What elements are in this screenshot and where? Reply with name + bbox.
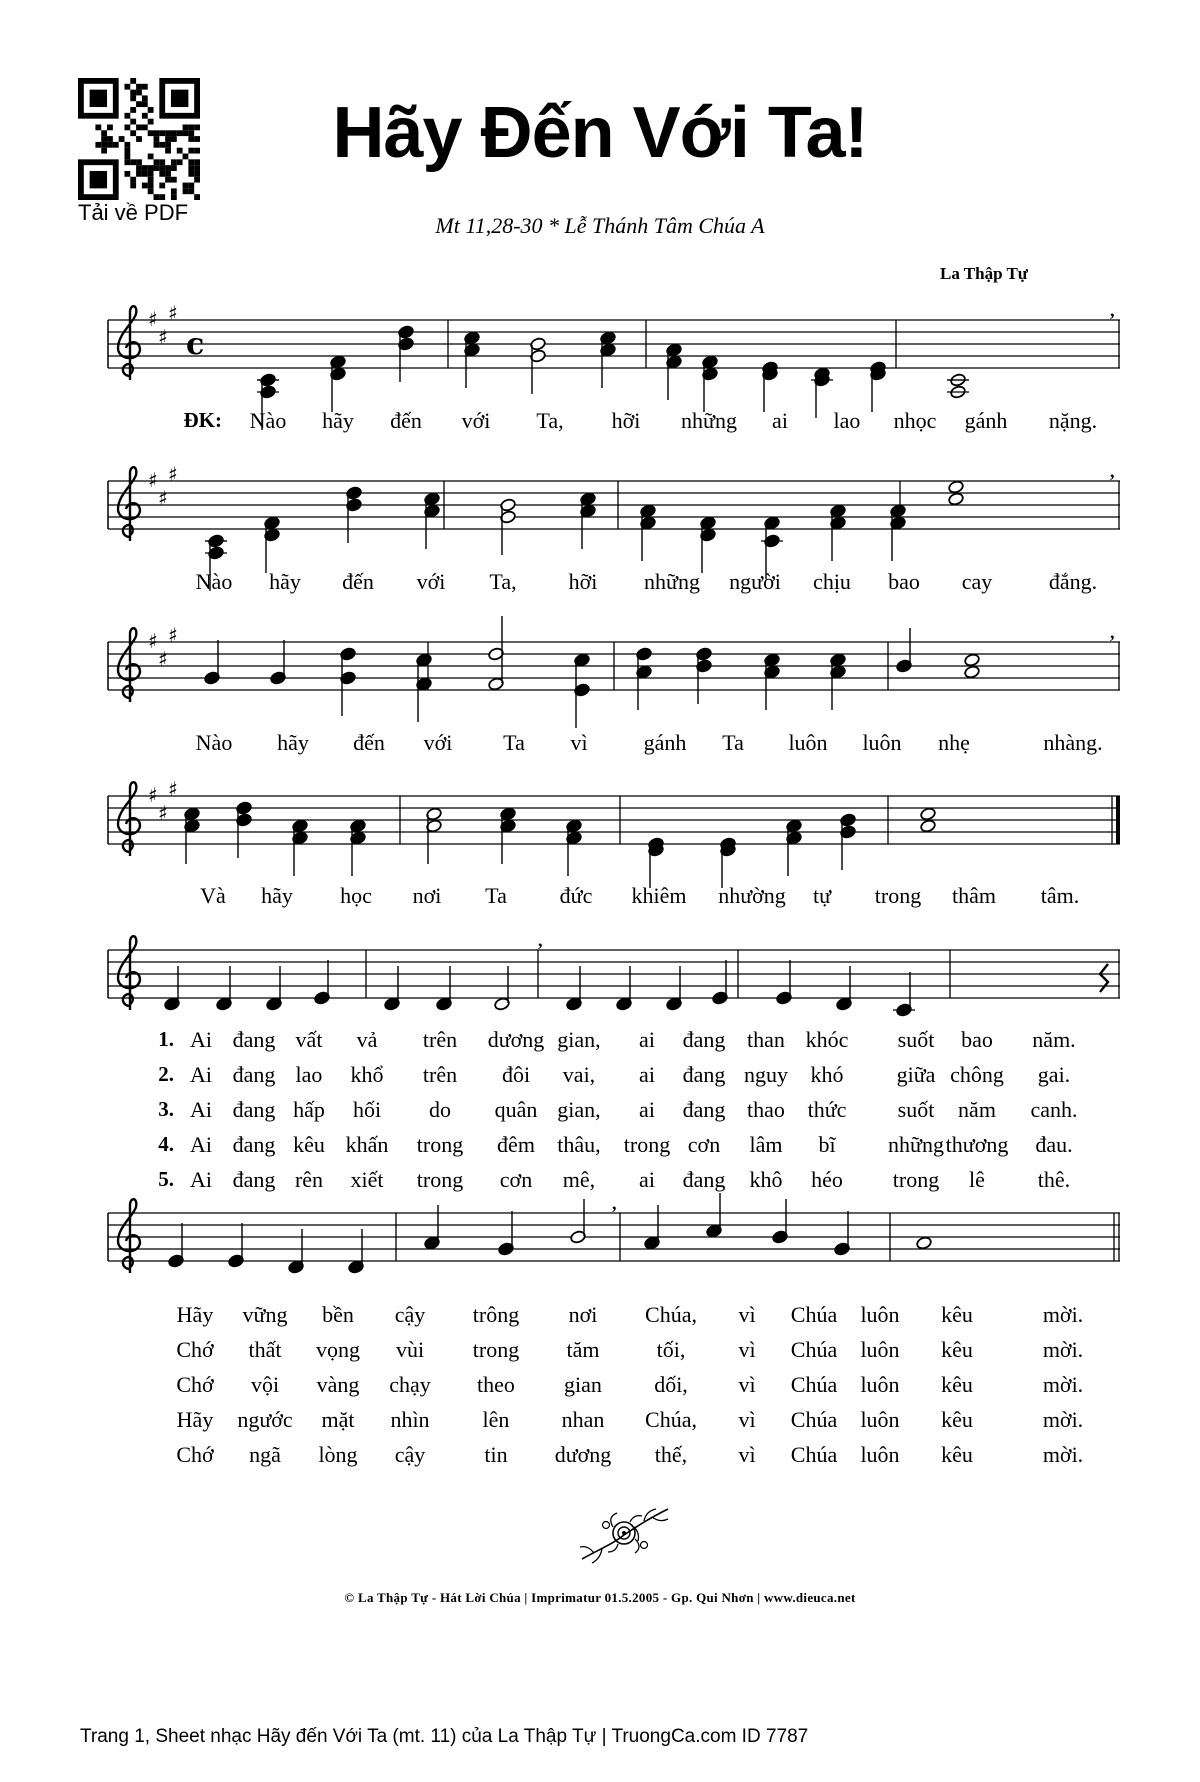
verse-lyric-word: nơi (568, 1302, 598, 1327)
verse-lyric-word: Ai (190, 1062, 212, 1087)
verse-lyric-word: trên (422, 1062, 458, 1087)
verse-lyric-word: Chúa (790, 1407, 838, 1432)
verse-lyric-word: kêu (941, 1442, 973, 1467)
staff-system-2 (108, 461, 1120, 529)
verse-lyric-word: vùi (395, 1337, 425, 1362)
refrain-lyric-word: trong (874, 883, 922, 908)
verse-lyric-word: ai (639, 1167, 655, 1192)
verse-lyric-word: quân (494, 1097, 538, 1122)
staff-system-6 (108, 1193, 1120, 1261)
verse-lyric-word: Ai (190, 1027, 212, 1052)
refrain-lyric-word: luôn (862, 730, 902, 755)
page-footer: Trang 1, Sheet nhạc Hãy đến Với Ta (mt. 11) của La Thập Tự | TruongCa.com ID 7787 (80, 1726, 809, 1747)
verse-number: 4. (158, 1132, 174, 1156)
refrain-label: ĐK: (183, 408, 222, 432)
verse-lyric-word: xiết (350, 1167, 384, 1192)
verse-lyric-word: lên (482, 1407, 510, 1432)
refrain-lyric-word: đắng. (1048, 569, 1098, 594)
verse-lyric-word: Chúa (790, 1442, 838, 1467)
verse-lyric-word: nhan (561, 1407, 605, 1432)
svg-text:♯: ♯ (158, 486, 168, 510)
verse-lyric-word: kêu (941, 1407, 973, 1432)
verse-lyric-word: ai (639, 1027, 655, 1052)
svg-text:,: , (538, 930, 543, 950)
verse-lyric-word: ngước (237, 1407, 293, 1432)
verse-lyric-word: khổ (350, 1062, 384, 1087)
svg-text:,: , (1110, 300, 1115, 320)
verse-lyric-word: khấn (345, 1132, 389, 1157)
verse-lyric-word: vững (242, 1302, 288, 1327)
verse-lyric-word: mời. (1042, 1407, 1084, 1432)
verse-lyric-word: chông (950, 1062, 1004, 1087)
refrain-lyric-word: người (729, 569, 781, 594)
svg-text:c: c (186, 327, 205, 362)
verse-lyric-word: vì (738, 1302, 756, 1327)
refrain-lyric-word: cay (961, 569, 993, 594)
verse-lyric-word: mời. (1042, 1302, 1084, 1327)
verse-lyric-word: khô (749, 1167, 783, 1192)
verse-lyric-word: đang (682, 1097, 726, 1122)
verse-lyric-word: dương (554, 1442, 612, 1467)
verse-lyric-word: tin (484, 1442, 508, 1467)
verse-lyric-word: đang (232, 1062, 276, 1087)
verse-lyric-word: kêu (941, 1372, 973, 1397)
refrain-lyric-word: với (423, 730, 453, 755)
download-pdf-link[interactable]: Tải về PDF (78, 200, 189, 225)
song-title: Hãy Đến Với Ta! (332, 93, 868, 173)
composer: La Thập Tự (940, 264, 1029, 283)
svg-text:♯: ♯ (158, 325, 168, 349)
refrain-lyric-word: Ta (485, 883, 507, 908)
verse-lyric-word: vả (356, 1027, 378, 1052)
refrain-lyric-word: hãy (277, 730, 309, 755)
refrain-lyric-word: hỡi (611, 408, 641, 433)
verse-lyric-word: mời. (1042, 1372, 1084, 1397)
verse-lyric-word: nguy (744, 1062, 788, 1087)
refrain-lyric-word: hãy (261, 883, 293, 908)
verse-lyric-word: đêm (497, 1132, 535, 1157)
refrain-lyric-word: nặng. (1048, 408, 1098, 433)
svg-text:,: , (612, 1193, 617, 1213)
verse-lyric-word: bao (961, 1027, 993, 1052)
verse-lyric-word: nhìn (390, 1407, 430, 1432)
verse-lyric-word: Hãy (176, 1407, 214, 1432)
refrain-lyric-word: thâm (952, 883, 996, 908)
svg-text:♯: ♯ (158, 801, 168, 825)
svg-text:♯: ♯ (148, 783, 158, 807)
verse-lyric-word: Ai (190, 1132, 212, 1157)
verse-lyric-word: mặt (321, 1407, 355, 1432)
svg-text:♯: ♯ (148, 468, 158, 492)
verse-lyric-word: dối, (654, 1372, 688, 1397)
refrain-lyric-word: đức (559, 883, 593, 908)
verse-lyric-word: vì (738, 1407, 756, 1432)
refrain-lyric-word: nơi (412, 883, 442, 908)
verse-lyric-word: ai (639, 1062, 655, 1087)
verse-lyric-word: ai (639, 1097, 655, 1122)
verse-lyric-word: đang (232, 1097, 276, 1122)
verse-lyric-word: vì (738, 1337, 756, 1362)
refrain-lyric-word: với (461, 408, 491, 433)
refrain-lyric-word: hãy (269, 569, 301, 594)
verse-lyric-word: đang (682, 1167, 726, 1192)
verse-lyric-word: suốt (897, 1027, 935, 1052)
refrain-lyric-word: Ta, (536, 408, 564, 433)
staff-system-5 (108, 930, 1120, 998)
verse-lyric-word: kêu (293, 1132, 325, 1157)
refrain-lyric-word: học (340, 883, 372, 908)
verse-lyric-word: khó (810, 1062, 844, 1087)
verse-lyric-word: Chúa (790, 1372, 838, 1397)
verse-lyric-word: năm (958, 1097, 996, 1122)
verse-lyric-word: mời. (1042, 1442, 1084, 1467)
verse-lyric-word: tối, (656, 1337, 686, 1362)
verse-lyric-word: thất (248, 1337, 282, 1362)
verse-lyric-word: Hãy (176, 1302, 214, 1327)
verse-lyric-word: luôn (860, 1337, 900, 1362)
refrain-lyric-word: tâm. (1040, 883, 1080, 908)
verse-lyric-word: Chớ (176, 1337, 214, 1362)
verse-lyric-word: theo (477, 1372, 515, 1397)
verse-number: 1. (158, 1027, 174, 1051)
svg-text:♯: ♯ (148, 307, 158, 331)
verse-lyric-word: Ai (190, 1167, 212, 1192)
refrain-lyric-word: đến (342, 569, 374, 594)
verse-lyric-word: đau. (1035, 1132, 1073, 1157)
verse-lyric-word: Chúa (790, 1337, 838, 1362)
verse-lyric-word: ngã (249, 1442, 281, 1467)
verse-lyric-word: vì (738, 1442, 756, 1467)
refrain-lyric-word: khiêm (631, 883, 687, 908)
verse-lyric-word: trên (422, 1027, 458, 1052)
verse-lyric-word: bĩ (818, 1132, 836, 1157)
verse-lyric-word: vội (250, 1372, 280, 1397)
verse-lyric-word: vọng (316, 1337, 360, 1362)
refrain-lyric-word: bao (888, 569, 920, 594)
verse-lyric-word: rên (294, 1167, 324, 1192)
verse-lyric-word: vì (738, 1372, 756, 1397)
refrain-lyric-word: Nào (195, 730, 233, 755)
svg-text:,: , (1110, 461, 1115, 481)
verse-number: 2. (158, 1062, 174, 1086)
refrain-lyric-word: Ta, (489, 569, 517, 594)
refrain-lyric-word: nhẹ (938, 730, 970, 755)
verse-lyric-word: cơn (499, 1167, 533, 1192)
verse-lyric-word: than (747, 1027, 785, 1052)
refrain-lyric-word: Nào (249, 408, 287, 433)
refrain-lyric-word: Ta (722, 730, 744, 755)
verse-lyric-word: Ai (190, 1097, 212, 1122)
verse-lyric-word: trong (416, 1132, 464, 1157)
verse-lyric-word: lâm (749, 1132, 783, 1157)
svg-text:♯: ♯ (158, 647, 168, 671)
svg-text:,: , (1110, 622, 1115, 642)
verse-lyric-word: luôn (860, 1302, 900, 1327)
verse-lyric-word: kêu (941, 1302, 973, 1327)
verse-lyric-word: gian (564, 1372, 602, 1397)
verse-lyric-word: Chúa, (645, 1407, 697, 1432)
verse-lyric-word: thế, (654, 1442, 688, 1467)
verse-lyric-word: tăm (566, 1337, 600, 1362)
verse-lyric-word: cơn (687, 1132, 721, 1157)
verse-lyric-word: thâu, (557, 1132, 601, 1157)
refrain-lyric-word: tự (812, 883, 832, 908)
refrain-lyric-word: nhọc (893, 408, 937, 433)
refrain-lyric-word: Và (200, 883, 226, 908)
refrain-lyric-word: nhàng. (1043, 730, 1103, 755)
refrain-lyric-word: hỡi (568, 569, 598, 594)
verse-lyric-word: Chúa, (645, 1302, 697, 1327)
verse-lyric-word: Chớ (176, 1442, 214, 1467)
verse-lyric-word: đang (682, 1027, 726, 1052)
refrain-lyric-word: đến (353, 730, 385, 755)
verse-lyric-word: cậy (394, 1302, 426, 1327)
verse-lyric-word: luôn (860, 1407, 900, 1432)
staff-system-4 (108, 777, 1120, 844)
verse-lyric-word: trong (416, 1167, 464, 1192)
verse-lyric-word: lòng (318, 1442, 358, 1467)
verse-lyric-word: đang (232, 1027, 276, 1052)
refrain-lyric-word: chịu (813, 569, 851, 594)
refrain-lyric-word: hãy (322, 408, 354, 433)
verse-lyric-word: vai, (562, 1062, 596, 1087)
verse-lyric-word: héo (811, 1167, 843, 1192)
refrain-lyric-word: với (416, 569, 446, 594)
verse-lyric-word: gian, (557, 1097, 601, 1122)
verse-lyric-word: kêu (941, 1337, 973, 1362)
verse-lyric-word: suốt (897, 1097, 935, 1122)
verse-lyric-word: dương (487, 1027, 545, 1052)
svg-text:♯: ♯ (168, 777, 178, 801)
verse-lyric-word: canh. (1030, 1097, 1078, 1122)
verse-lyric-word: năm. (1032, 1027, 1076, 1052)
refrain-lyric-word: nhường (718, 883, 786, 908)
verse-lyric-word: lao (295, 1062, 323, 1087)
verse-lyric-word: gian, (557, 1027, 601, 1052)
verse-lyric-word: bền (322, 1302, 354, 1327)
verse-lyric-word: giữa (896, 1062, 936, 1087)
verse-lyric-word: vất (295, 1027, 323, 1052)
verse-lyric-word: Chúa (790, 1302, 838, 1327)
verse-lyric-word: mê, (562, 1167, 596, 1192)
verse-lyric-word: trông (472, 1302, 520, 1327)
verse-lyric-word: vàng (316, 1372, 360, 1397)
verse-lyric-word: luôn (860, 1372, 900, 1397)
verse-lyric-word: gai. (1037, 1062, 1071, 1087)
svg-text:♯: ♯ (148, 629, 158, 653)
svg-text:♯: ♯ (168, 462, 178, 486)
svg-text:♯: ♯ (168, 301, 178, 325)
verse-lyric-word: đang (682, 1062, 726, 1087)
verse-number: 3. (158, 1097, 174, 1121)
refrain-lyric-word: gánh (964, 408, 1008, 433)
copyright-line: © La Thập Tự - Hát Lời Chúa | Imprimatur 01.5.2005 - Gp. Qui Nhơn | www.dieuca.net (344, 1590, 856, 1605)
verse-lyric-word: đôi (501, 1062, 531, 1087)
verse-lyric-word: hấp (293, 1097, 325, 1122)
staff-system-3 (108, 622, 1120, 690)
refrain-lyric-word: gánh (643, 730, 687, 755)
refrain-lyric-word: luôn (788, 730, 828, 755)
verse-lyric-word: đang (232, 1132, 276, 1157)
verse-lyric-word: thức (807, 1097, 847, 1122)
refrain-lyric-word: đến (390, 408, 422, 433)
flower-ornament-icon (574, 1503, 674, 1567)
verse-lyric-word: những (888, 1132, 944, 1157)
verse-number: 5. (158, 1167, 174, 1191)
refrain-lyric-word: những (644, 569, 700, 594)
svg-text:♯: ♯ (168, 623, 178, 647)
refrain-lyric-word: vì (570, 730, 588, 755)
song-subtitle: Mt 11,28-30 * Lễ Thánh Tâm Chúa A (435, 213, 765, 238)
refrain-lyric-word: Ta (503, 730, 525, 755)
verse-lyric-word: lê (969, 1167, 985, 1192)
verse-lyric-word: luôn (860, 1442, 900, 1467)
verse-lyric-word: cậy (394, 1442, 426, 1467)
verse-lyric-word: trong (472, 1337, 520, 1362)
verse-lyric-word: mời. (1042, 1337, 1084, 1362)
verse-lyric-word: thao (747, 1097, 785, 1122)
verse-lyric-word: khóc (805, 1027, 849, 1052)
verse-lyric-word: hối (352, 1097, 382, 1122)
verse-lyric-word: do (429, 1097, 451, 1122)
verse-lyric-word: trong (623, 1132, 671, 1157)
refrain-lyric-word: những (681, 408, 737, 433)
verse-lyric-word: thê. (1037, 1167, 1071, 1192)
refrain-lyric-word: lao (833, 408, 861, 433)
refrain-lyric-word: Nào (195, 569, 233, 594)
refrain-lyric-word: ai (772, 408, 788, 433)
verse-lyric-word: trong (892, 1167, 940, 1192)
verse-lyric-word: thương (945, 1132, 1009, 1157)
staff-system-1 (108, 300, 1120, 368)
verse-lyric-word: chạy (389, 1372, 431, 1397)
verse-lyric-word: Chớ (176, 1372, 214, 1397)
verse-lyric-word: đang (232, 1167, 276, 1192)
